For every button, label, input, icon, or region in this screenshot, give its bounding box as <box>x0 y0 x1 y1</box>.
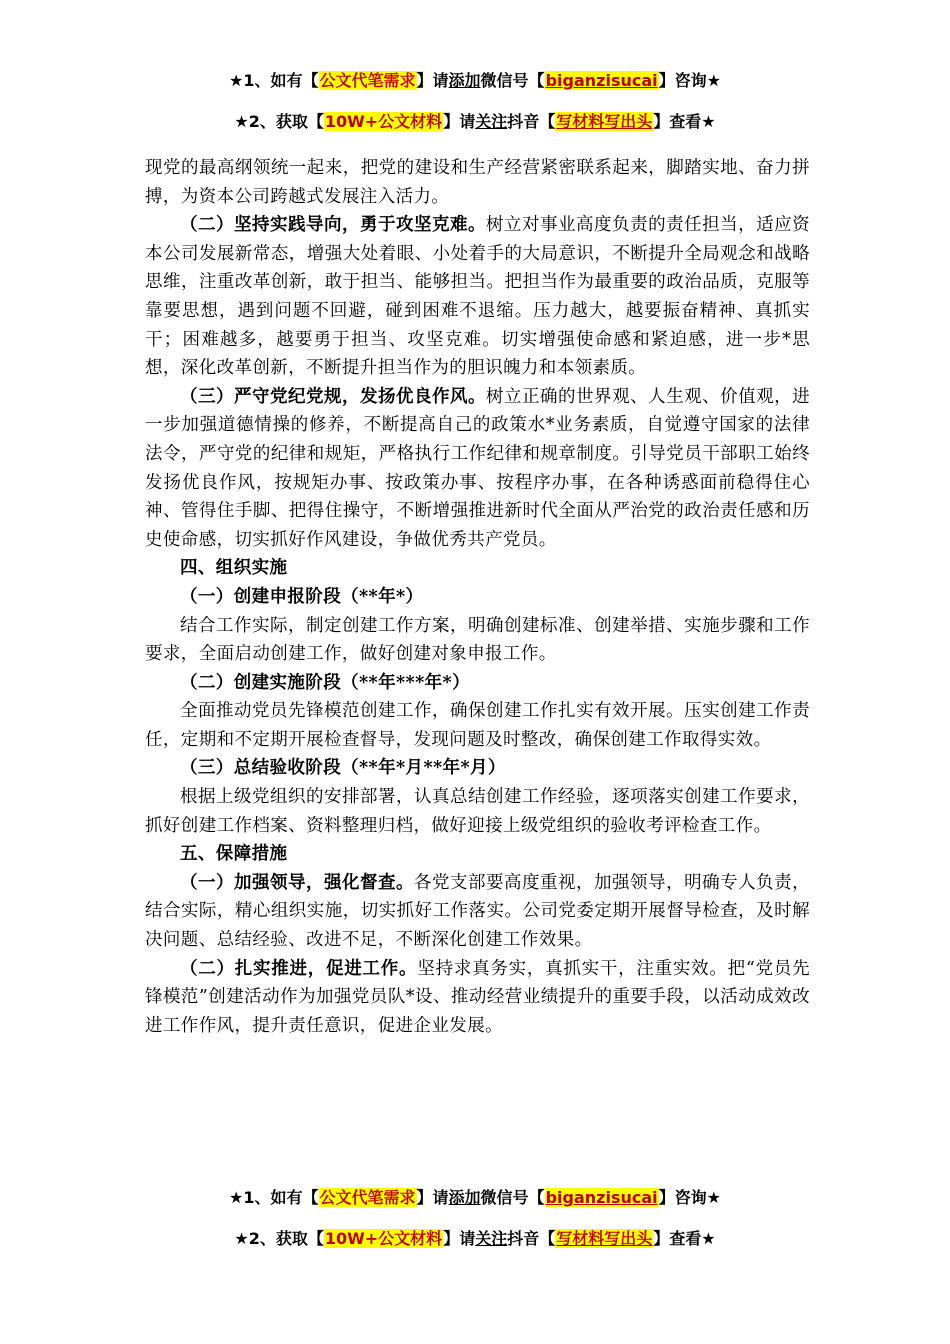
paragraph: 现党的最高纲领统一起来，把党的建设和生产经营紧密联系起来，脚踏实地、奋力拼搏，为资本公司跨越式发展注入活力。 <box>145 158 810 207</box>
header-banner-line-1 <box>0 70 950 92</box>
subsection-heading: （二）创建实施阶段（**年***年*） <box>180 672 471 693</box>
footer-banner-line-1 <box>0 1187 950 1209</box>
subsection-heading: （一）创建申报阶段（**年*） <box>180 586 424 607</box>
banner-highlight: 公文代笔需求 <box>319 71 416 90</box>
banner-highlight: 公文代笔需求 <box>319 1188 416 1207</box>
banner-text: 】请 <box>443 112 476 131</box>
paragraph <box>145 383 810 555</box>
paragraph: 全面推动党员先锋模范创建工作，确保创建工作扎实有效开展。压实创建工作责任，定期和不定期开展检查督导，发现问题及时整改，确保创建工作取得实效。 <box>145 701 810 750</box>
document-body <box>145 154 810 1040</box>
banner-underline: 添加 <box>448 1188 481 1207</box>
paragraph <box>145 955 810 1041</box>
banner-text: ★2、获取【 <box>234 112 324 131</box>
paragraph-body: 树立对事业高度负责的责任担当，适应资本公司发展新常态，增强大处着眼、小处着手的大局意识，不断提升全局观念和战略思维，注重改革创新，敢于担当、能够担当。把担当作为最重要的政治品质，克服等靠要思想，遇到问题不回避，碰到困难不退缩。压力越大，越要振奋精神、真抓实干；困难越多，越要勇于担当、攻坚克难。切实增强使命感和紧迫感，进一步*思想，深化改革创新，不断提升担当作为的胆识魄力和本领素质。 <box>145 215 810 379</box>
paragraph: 结合工作实际，制定创建工作方案，明确创建标准、创建举措、实施步骤和工作要求，全面启动创建工作，做好创建对象申报工作。 <box>145 615 810 665</box>
banner-text: 】查看★ <box>653 1229 716 1248</box>
banner-underline: 关注 <box>475 112 508 131</box>
banner-highlight: 10W+公文材料 <box>324 112 443 131</box>
paragraph-lead: （三）严守党纪党规，发扬优良作风。 <box>180 386 487 407</box>
wechat-id-link[interactable]: biganzisucai <box>545 71 658 90</box>
douyin-account-link[interactable]: 写材料写出头 <box>556 112 653 131</box>
banner-highlight: 10W+公文材料 <box>324 1229 443 1248</box>
paragraph: 根据上级党组织的安排部署，认真总结创建工作经验，逐项落实创建工作要求，抓好创建工作档案、资料整理归档，做好迎接上级党组织的验收考评检查工作。 <box>145 787 810 836</box>
banner-text: 】请 <box>443 1229 476 1248</box>
banner-text: 抖音【 <box>507 112 556 131</box>
banner-text: 】咨询★ <box>658 1188 721 1207</box>
banner-text: 抖音【 <box>507 1229 556 1248</box>
banner-text: 】请 <box>416 71 449 90</box>
banner-underline: 添加 <box>448 71 481 90</box>
banner-text: ★2、获取【 <box>234 1229 324 1248</box>
banner-text: 】咨询★ <box>658 71 721 90</box>
footer-banner-line-2 <box>0 1228 950 1250</box>
wechat-id-link[interactable]: biganzisucai <box>545 1188 658 1207</box>
banner-text: ★1、如有【 <box>229 71 319 90</box>
banner-text: 】请 <box>416 1188 449 1207</box>
header-banner-line-2 <box>0 111 950 133</box>
douyin-account-link[interactable]: 写材料写出头 <box>556 1229 653 1248</box>
banner-text: 】查看★ <box>653 112 716 131</box>
paragraph <box>145 211 810 383</box>
paragraph-body: 各党支部要高度重视，加强领导，明确专人负责，结合实际，精心组织实施，切实抓好工作落实。公司党委定期开展督导检查，及时解决问题、总结经验、改进不足，不断深化创建工作效果。 <box>145 872 810 951</box>
banner-text: 微信号【 <box>480 1188 545 1207</box>
section-heading: 五、保障措施 <box>180 844 288 865</box>
paragraph <box>145 869 810 955</box>
banner-text: 微信号【 <box>480 71 545 90</box>
section-heading: 四、组织实施 <box>180 558 288 579</box>
banner-underline: 关注 <box>475 1229 508 1248</box>
subsection-heading: （三）总结验收阶段（**年*月**年*月） <box>180 758 506 779</box>
paragraph-body: 树立正确的世界观、人生观、价值观，进一步加强道德情操的修养，不断提高自己的政策水*业务素质，自觉遵守国家的法律法令，严守党的纪律和规矩，严格执行工作纪律和规章制度。引导党员干部职工始终发扬优良作风，按规矩办事、按政策办事、按程序办事，在各种诱惑面前稳得住心神、管得住手脚、把得住操守，不断增强推进新时代全面从严治党的政治责任感和历史使命感，切实抓好作风建设，争做优秀共产党员。 <box>145 386 810 550</box>
paragraph-lead: （一）加强领导，强化督查。 <box>180 872 415 893</box>
paragraph-lead: （二）坚持实践导向，勇于攻坚克难。 <box>180 215 487 236</box>
banner-text: ★1、如有【 <box>229 1188 319 1207</box>
paragraph-lead: （二）扎实推进，促进工作。 <box>180 958 418 979</box>
paragraph-body: 坚持求真务实，真抓实干，注重实效。把“党员先锋模范”创建活动作为加强党员队*设、推动经营业绩提升的重要手段，以活动成效改进工作作风，提升责任意识，促进企业发展。 <box>145 958 810 1036</box>
